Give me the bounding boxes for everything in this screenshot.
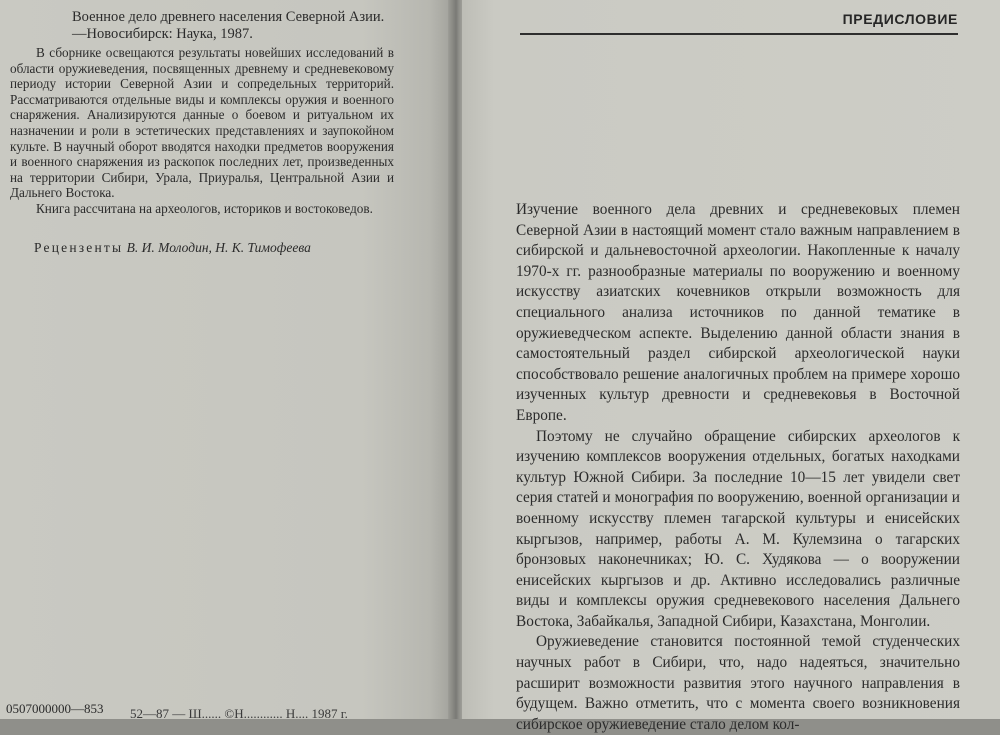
imprint-line: 52—87 — Ш...... ©Н............ Н.... 1987 г. [130,706,348,721]
right-page [462,0,1000,733]
bibliographic-title: Военное дело древнего населения Северной Азии. [72,9,385,25]
section-title: ПРЕДИСЛОВИЕ [842,11,958,27]
reviewers-label: Рецензенты [34,240,124,255]
title-divider [520,33,958,35]
body-paragraph: Оружиеведение становится постоянной темой студенческих научных работ в Сибири, что, надо надеяться, значительно расширит возможности развития этого научного направления в будущем. Важно отметить, что с момента своего возникновения сибирское оружиеведение стало делом кол- [516,633,960,733]
bibliographic-publisher: —Новосибирск: Наука, 1987. [72,26,253,42]
abstract [10,45,394,217]
reviewers-line [34,240,311,256]
body-paragraph: Поэтому не случайно обращение сибирских археологов к изучению комплексов вооружения отдельных, богатых находками культур Южной Сибири. За последние 10—15 лет увидели свет серия статей и монография по вооружению, военной организации и военному искусству племен тагарской культуры и енисейских кыргызов, например, работы А. М. Кулемзина о тагарских бронзовых наконечниках; Ю. С. Худякова — о вооружении енисейских кыргызов и др. Активно исследовались различные виды и комплексы оружия средневекового населения Дальнего Востока, Забайкалья, Западной Сибири, Казахстана, Монголии. [516,427,960,630]
abstract-paragraph: Книга рассчитана на археологов, историков и востоковедов. [36,200,373,216]
reviewers-names: В. И. Молодин, Н. К. Тимофеева [126,240,311,255]
left-page [0,0,452,719]
preface-body [516,200,960,735]
catalog-code: 0507000000—853 [6,701,104,716]
body-paragraph: Изучение военного дела древних и средневековых племен Северной Азии в настоящий момент стало важным направлением в сибирской и дальневосточной археологии. Накопленные к началу 1970-х гг. разнообразные материалы по вооружению и военному искусству азиатских кочевников открыли возможность для специального анализа источников по данной тематике в оружиеведческом аспекте. Выделению данной области знания в самостоятельный раздел сибирской археологической науки способствовало решение аналогичных проблем на примере хорошо изученных культур древности и средневековья в Восточной Европе. [516,201,960,424]
abstract-paragraph: В сборнике освещаются результаты новейших исследований в области оружиеведения, посвященных древнему и средневековому периоду истории Северной Азии и сопредельных территорий. Рассматриваются отдельные виды и комплексы оружия и военного снаряжения. Анализируются данные о боевом и ритуальном их назначении и роли в эстетических представлениях и заупокойном культе. В научный оборот вводятся находки предметов вооружения и военного снаряжения из раскопок последних лет, произведенных на территории Сибири, Урала, Приуралья, Центральной Азии и Дальнего Востока. [10,45,394,201]
